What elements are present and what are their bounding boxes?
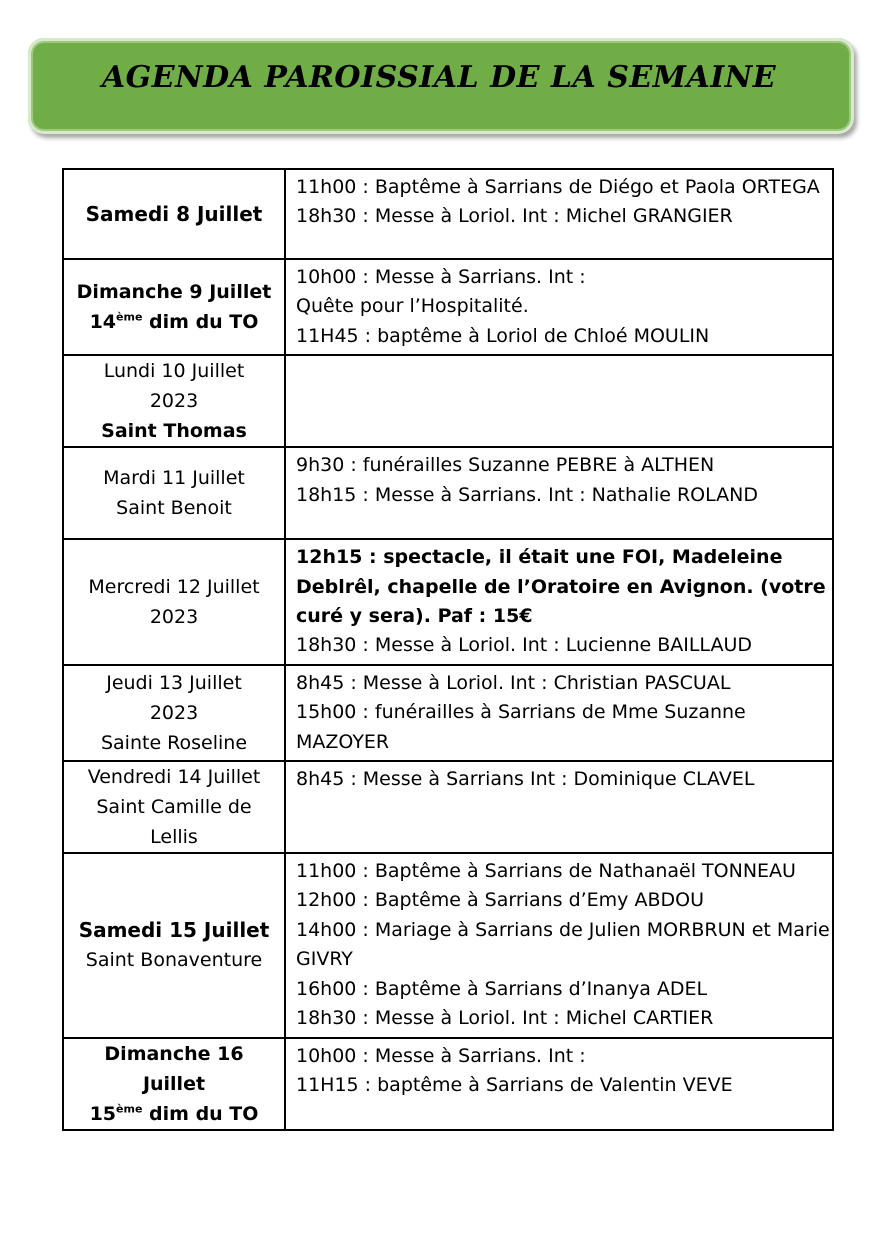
saint-name: Saint Camille de [96, 796, 252, 819]
table-row [63, 1038, 833, 1130]
day-cell [63, 169, 285, 259]
event-item: 16h00 : Baptême à Sarrians d’Inanya ADEL [296, 977, 708, 1000]
event-item: 11h00 : Baptême à Sarrians de Diégo et Paola ORTEGA [296, 176, 820, 198]
ordinal-suffix: ème [116, 310, 143, 324]
day-year: 2023 [149, 606, 199, 629]
event-item: 11H45 : baptême à Loriol de Chloé MOULIN [296, 324, 710, 347]
events-cell [285, 259, 833, 355]
event-item: 18h15 : Messe à Sarrians. Int : Nathalie ROLAND [296, 483, 758, 506]
ordinal-suffix: ème [116, 1102, 143, 1116]
event-item: 18h30 : Messe à Loriol. Int : Lucienne BAILLAUD [296, 634, 752, 657]
day-label: Mardi 11 Juillet [103, 467, 245, 490]
day-label: Lundi 10 Juillet [103, 360, 245, 383]
day-cell [63, 761, 285, 853]
day-year: 2023 [149, 390, 199, 413]
day-cell [63, 355, 285, 447]
event-item-highlight: 12h15 : spectacle, il était une FOI, Madeleine Deblrêl, chapelle de l’Oratoire en Avignon. (votre curé y sera). Paf : 15€ [296, 546, 826, 628]
week-number: 14 [89, 311, 117, 334]
saint-name-cont: Lellis [150, 826, 198, 849]
day-cell [63, 539, 285, 665]
event-item: 15h00 : funérailles à Sarrians de Mme Suzanne MAZOYER [296, 701, 746, 753]
events-cell [285, 1038, 833, 1130]
day-label: Dimanche 16 [104, 1042, 244, 1065]
day-cell [63, 1038, 285, 1130]
events-cell [285, 761, 833, 853]
day-label: Jeudi 13 Juillet [106, 671, 242, 694]
liturgical-week [64, 307, 284, 337]
week-label: dim du TO [142, 1102, 259, 1125]
table-row [63, 259, 833, 355]
table-row [63, 169, 833, 259]
event-item: 18h30 : Messe à Loriol. Int : Michel CARTIER [296, 1007, 714, 1030]
table-row [63, 447, 833, 539]
liturgical-week [64, 1099, 284, 1129]
event-item: 18h30 : Messe à Loriol. Int : Michel GRANGIER [296, 205, 733, 228]
event-item: 8h45 : Messe à Sarrians Int : Dominique CLAVEL [296, 768, 755, 791]
event-item: 12h00 : Baptême à Sarrians d’Emy ABDOU [296, 889, 704, 912]
event-item: 9h30 : funérailles Suzanne PEBRE à ALTHEN [296, 454, 715, 477]
events-cell [285, 853, 833, 1037]
agenda-table [62, 168, 834, 1131]
event-item: Quête pour l’Hospitalité. [296, 295, 529, 318]
day-label: Mercredi 12 Juillet [88, 576, 260, 599]
event-item: 10h00 : Messe à Sarrians. Int : [296, 1044, 586, 1067]
events-cell [285, 447, 833, 539]
day-label: Vendredi 14 Juillet [87, 766, 261, 789]
events-cell [285, 169, 833, 259]
day-year: 2023 [149, 701, 199, 724]
event-item: 14h00 : Mariage à Sarrians de Julien MORBRUN et Marie GIVRY [296, 918, 830, 971]
table-row [63, 355, 833, 447]
saint-name: Sainte Roseline [100, 731, 248, 754]
table-row [63, 665, 833, 761]
events-cell [285, 665, 833, 761]
week-number: 15 [89, 1102, 117, 1125]
event-item: 10h00 : Messe à Sarrians. Int : [296, 266, 586, 288]
table-row [63, 539, 833, 665]
saint-name: Saint Bonaventure [85, 949, 263, 972]
saint-name: Saint Benoit [116, 497, 232, 520]
table-row [63, 853, 833, 1037]
day-label: Samedi 8 Juillet [85, 202, 263, 226]
event-item: 8h45 : Messe à Loriol. Int : Christian PASCUAL [296, 671, 731, 694]
day-label: Samedi 15 Juillet [78, 918, 270, 943]
event-item: 11H15 : baptême à Sarrians de Valentin VEVE [296, 1073, 733, 1096]
day-cell [63, 447, 285, 539]
saint-name: Saint Thomas [101, 420, 247, 443]
events-cell [285, 355, 833, 447]
table-row [63, 761, 833, 853]
day-cell [63, 259, 285, 355]
day-cell [63, 665, 285, 761]
day-label: Dimanche 9 Juillet [76, 281, 272, 304]
page-title: AGENDA PAROISSIAL DE LA SEMAINE [101, 60, 777, 95]
week-label: dim du TO [142, 311, 259, 334]
event-item: 11h00 : Baptême à Sarrians de Nathanaël TONNEAU [296, 860, 796, 883]
day-cell [63, 853, 285, 1037]
events-cell [285, 539, 833, 665]
day-label-cont: Juillet [142, 1072, 206, 1095]
